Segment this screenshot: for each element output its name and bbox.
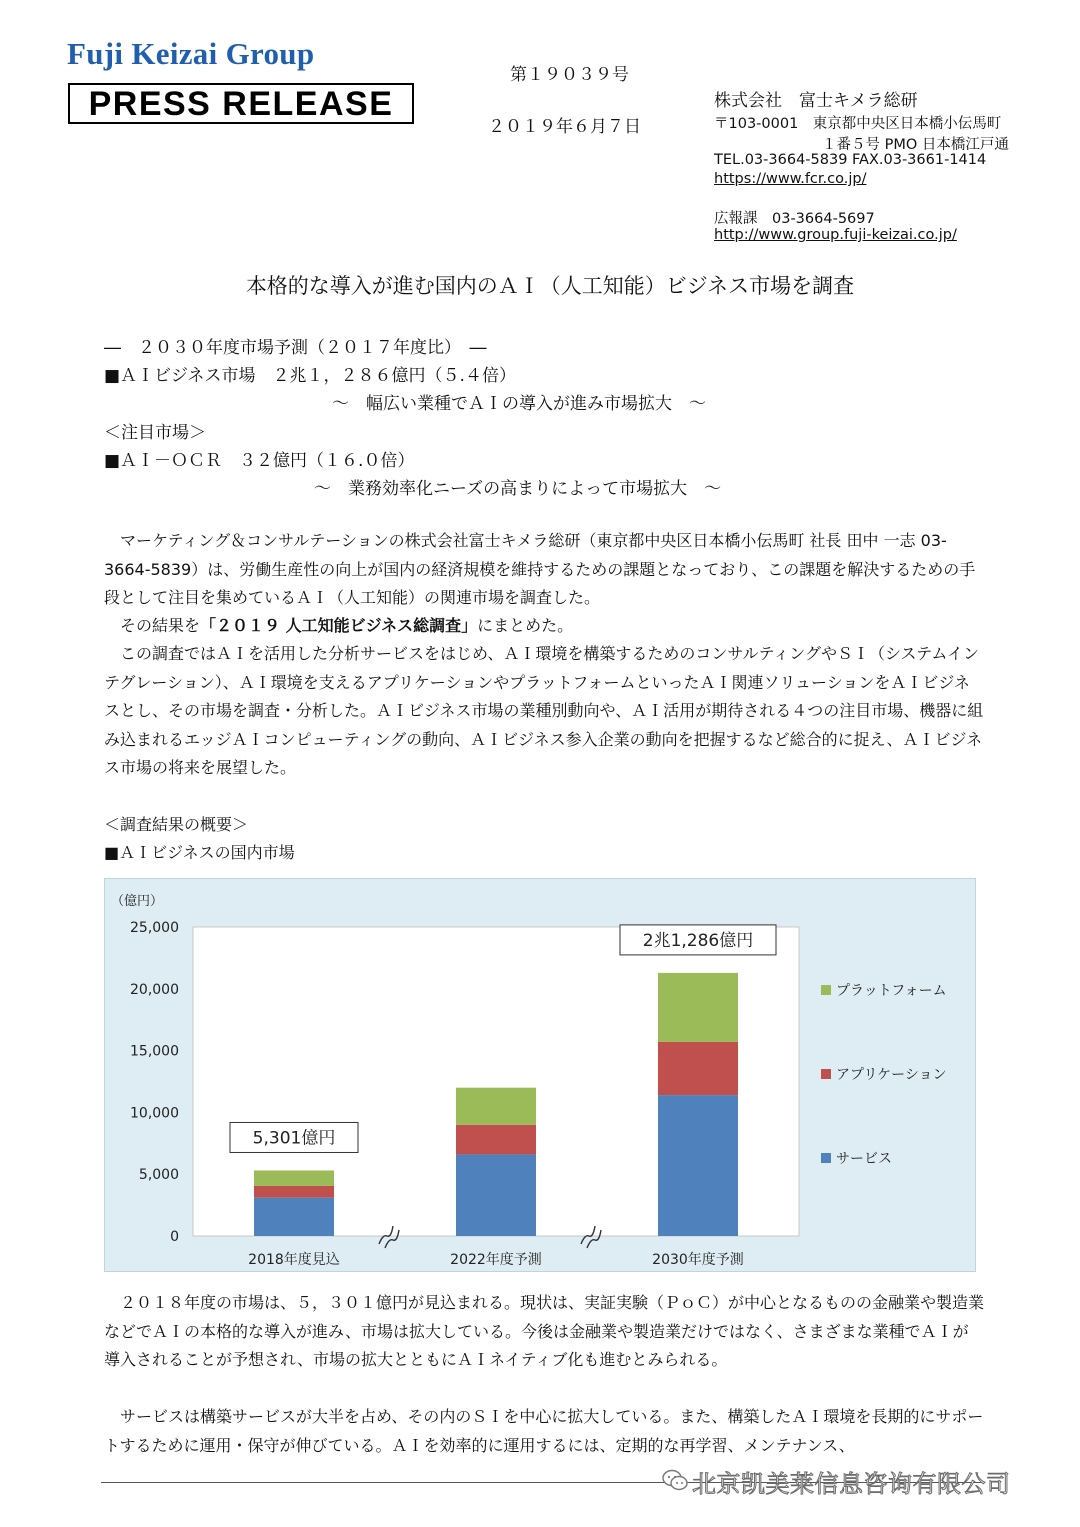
y-tick-label: 15,000 — [130, 1043, 179, 1060]
body-paragraph-2 — [104, 612, 984, 641]
p2-prefix: その結果を — [120, 616, 201, 635]
total-callout-label: 5,301億円 — [252, 1128, 336, 1149]
body-paragraph-4: ２０１８年度の市場は、５，３０１億円が見込まれる。現状は、実証実験（ＰｏＣ）が中心となるものの金融業や製造業などでＡＩの本格的な導入が進み、市場は拡大している。今後は金融業や製造業だけではなく、さまざまな業種でＡＩが導入されることが予想され、市場の拡大とともにＡＩネイティブ化も進むとみられる。 — [104, 1293, 985, 1369]
x-tick-label: 2018年度見込 — [248, 1252, 340, 1268]
legend-swatch — [821, 1069, 831, 1079]
x-tick-label: 2022年度予測 — [450, 1252, 542, 1268]
forecast-line: ― ２０３０年度市場予測（２０１７年度比） ― — [104, 338, 487, 358]
legend-swatch — [821, 1153, 831, 1163]
release-date: ２０１９年６月７日 — [488, 117, 641, 137]
x-tick-label: 2030年度予測 — [652, 1252, 744, 1268]
p2-suffix: にまとめた。 — [477, 616, 574, 635]
bar-segment — [456, 1154, 536, 1236]
body-paragraph-5: サービスは構築サービスが大半を占め、その内のＳＩを中心に拡大している。また、構築したＡＩ環境を長期的にサポートするために運用・保守が伸びている。ＡＩを効率的に運用するには、定期的な再学習、メンテナンス、 — [104, 1407, 984, 1455]
y-tick-label: 20,000 — [130, 981, 179, 998]
bar-segment — [254, 1186, 334, 1198]
results-overview-header: ＜調査結果の概要＞ — [104, 815, 249, 834]
company-url-link[interactable]: https://www.fcr.co.jp/ — [714, 171, 867, 187]
legend-swatch — [821, 985, 831, 995]
bar-segment — [254, 1170, 334, 1185]
bar-segment — [658, 973, 738, 1042]
issue-number: 第１９０３９号 — [510, 65, 629, 85]
chart-panel — [104, 878, 976, 1272]
y-tick-label: 5,000 — [138, 1167, 179, 1184]
bar-segment — [658, 1095, 738, 1236]
legend-label: アプリケーション — [836, 1067, 947, 1083]
ai-market-headline: ■ＡＩビジネス市場 ２兆１，２８６億円（５.４倍） — [104, 366, 516, 386]
stacked-bar-chart — [105, 879, 977, 1273]
y-unit-label: （億円） — [111, 894, 164, 909]
address-line-1: 〒103-0001 東京都中央区日本橋小伝馬町 — [714, 116, 1002, 132]
company-name: 株式会社 富士キメラ総研 — [714, 91, 918, 111]
y-tick-label: 25,000 — [130, 920, 179, 936]
address-line-2: １番５号 PMO 日本橋江戸通 — [822, 137, 1009, 153]
body-paragraph-1: マーケティング＆コンサルテーションの株式会社富士キメラ総研（東京都中央区日本橋小伝馬町 社長 田中 一志 03-3664-5839）は、労働生産性の向上が国内の経済規模を維持するための課題となっており、この課題を解決するための手段として注目を集めているＡＩ（人工知能）の関連市場を調査した。 — [104, 531, 976, 607]
press-release-label: PRESS RELEASE — [68, 83, 414, 124]
ocr-market-note: ～ 業務効率化ニーズの高まりによって市場拡大 ～ — [314, 479, 722, 499]
brand-logo: Fuji Keizai Group — [67, 36, 315, 71]
chart-section-header: ■ＡＩビジネスの国内市場 — [104, 843, 295, 862]
body-paragraph-3: この調査ではＡＩを活用した分析サービスをはじめ、ＡＩ環境を構築するためのコンサルティングやＳＩ（システムインテグレーション）、ＡＩ環境を支えるアプリケーションやプラットフォームといったＡＩ関連ソリューションをＡＩビジネスとし、その市場を調査・分析した。ＡＩビジネス市場の業種別動向や、ＡＩ活用が期待される４つの注目市場、機器に組み込まれるエッジＡＩコンピューティングの動向、ＡＩビジネス参入企業の動向を把握するなど総合的に捉え、ＡＩビジネス市場の将来を展望した。 — [104, 644, 984, 777]
bar-segment — [456, 1088, 536, 1125]
legend-label: プラットフォーム — [836, 983, 947, 999]
legend-label: サービス — [836, 1151, 892, 1167]
y-tick-label: 0 — [170, 1229, 179, 1245]
ai-market-note: ～ 幅広い業種でＡＩの導入が進み市場拡大 ～ — [332, 394, 706, 414]
watermark-text: 北京凯美莱信息咨询有限公司 — [692, 1470, 1011, 1498]
total-callout-label: 2兆1,286億円 — [642, 930, 754, 951]
phone-fax: TEL.03-3664-5839 FAX.03-3661-1414 — [714, 152, 987, 168]
wechat-icon — [661, 1468, 689, 1492]
group-url-link[interactable]: http://www.group.fuji-keizai.co.jp/ — [714, 227, 957, 243]
bar-segment — [658, 1042, 738, 1095]
pr-department: 広報課 03-3664-5697 — [714, 211, 875, 227]
y-tick-label: 10,000 — [130, 1105, 179, 1122]
report-name: 「２０１９ 人工知能ビジネス総調査」 — [200, 616, 478, 635]
ocr-market-headline: ■ＡＩ－ＯＣＲ ３２億円（１６.０倍） — [104, 451, 415, 471]
page-title: 本格的な導入が進む国内のＡＩ（人工知能）ビジネス市場を調査 — [245, 274, 855, 298]
bar-segment — [456, 1125, 536, 1155]
bar-segment — [254, 1198, 334, 1236]
focus-market-header: ＜注目市場＞ — [104, 423, 206, 443]
